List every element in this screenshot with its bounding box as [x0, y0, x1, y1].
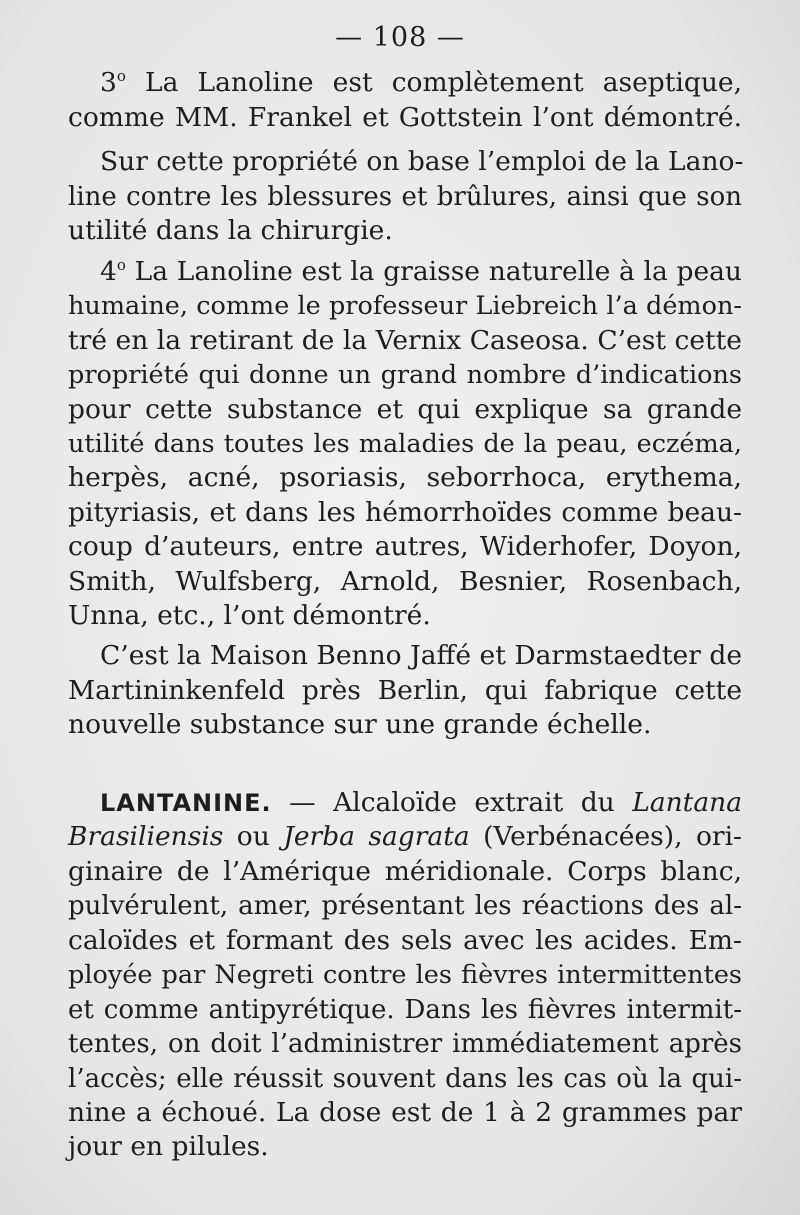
paragraph-maison-line-2: Martininkenfeld près Berlin, qui fabrique cette	[68, 675, 742, 706]
lantanine-species: Brasiliensis	[68, 821, 224, 852]
paragraph-4-text: La Lanoline est la graisse naturelle à la peau	[125, 256, 742, 287]
paragraph-4-line-10: Smith, Wulfsberg, Arnold, Besnier, Rosenbach,	[68, 566, 742, 597]
paragraph-4-ordinal: o	[116, 256, 126, 275]
lantanine-line-3: ginaire de l’Amérique méridionale. Corps blanc,	[68, 856, 742, 887]
paragraph-4-line-2: humaine, comme le professeur Liebreich l’a démon-	[68, 291, 742, 321]
paragraph-3-line-2: comme MM. Frankel et Gottstein l’ont démontré.	[68, 102, 742, 133]
paragraph-4-line-6: utilité dans toutes les maladies de la peau, eczéma,	[68, 429, 742, 459]
lantanine-line-6: ployée par Negreti contre les fièvres intermittentes	[68, 960, 742, 990]
lantanine-or: ou	[223, 821, 284, 852]
paragraph-4-number: 4	[100, 256, 117, 287]
paragraph-3-ordinal: o	[116, 67, 126, 86]
page-number: — 108 —	[335, 22, 465, 53]
paragraph-4-line-4: propriété qui donne un grand nombre d’indications	[68, 360, 742, 390]
paragraph-4-line-11: Unna, etc., l’ont démontré.	[68, 600, 431, 631]
paragraph-3-text: La Lanoline est complètement aseptique,	[125, 67, 742, 98]
lantanine-family: (Verbénacées), ori-	[469, 821, 742, 852]
lantanine-line-2	[68, 820, 742, 854]
paragraph-property-line-3: utilité dans la chirurgie.	[68, 215, 393, 246]
paragraph-4-line-7: herpès, acné, psoriasis, seborrhoca, erythema,	[68, 462, 742, 493]
lantanine-line-10: nine a échoué. La dose est de 1 à 2 grammes par	[68, 1097, 742, 1128]
paragraph-maison-line-1: C’est la Maison Benno Jaffé et Darmstaedter de	[100, 640, 742, 671]
paragraph-property-line-2: line contre les blessures et brûlures, ainsi que son	[68, 182, 742, 212]
lantanine-common-name: Jerba sagrata	[283, 821, 470, 852]
lantanine-line-4: pulvérulent, amer, présentant les réactions des al-	[68, 891, 742, 921]
paragraph-3-number: 3	[100, 67, 117, 98]
paragraph-4-line-1	[100, 255, 742, 289]
paragraph-property-line-1: Sur cette propriété on base l’emploi de la Lano-	[100, 146, 744, 177]
lantanine-line-1	[100, 786, 742, 820]
lantanine-line-8: tentes, on doit l’administrer immédiatement après	[68, 1029, 742, 1059]
lantanine-genus: Lantana	[632, 787, 742, 818]
paragraph-maison-line-3: nouvelle substance sur une grande échelle.	[68, 709, 652, 740]
lantanine-heading: LANTANINE.	[100, 789, 272, 817]
paragraph-4-line-5: pour cette substance et qui explique sa grande	[68, 394, 742, 425]
paragraph-4-line-3: tré en la retirant de la Vernix Caseosa. C’est cette	[68, 325, 742, 356]
lantanine-line-7: et comme antipyrétique. Dans les fièvres intermit-	[68, 995, 742, 1025]
paragraph-4-line-8: pityriasis, et dans les hémorrhoïdes comme beau-	[68, 497, 742, 528]
lantanine-line-9: l’accès; elle réussit souvent dans les cas où la qui-	[68, 1064, 742, 1094]
lantanine-intro: — Alcaloïde extrait du	[271, 787, 633, 818]
lantanine-line-5: caloïdes et formant des sels avec les acides. Em-	[68, 925, 742, 956]
paragraph-4-line-9: coup d’auteurs, entre autres, Widerhofer, Doyon,	[68, 531, 742, 562]
lantanine-line-11: jour en pilules.	[68, 1131, 269, 1162]
paragraph-3-line-1	[100, 66, 742, 100]
